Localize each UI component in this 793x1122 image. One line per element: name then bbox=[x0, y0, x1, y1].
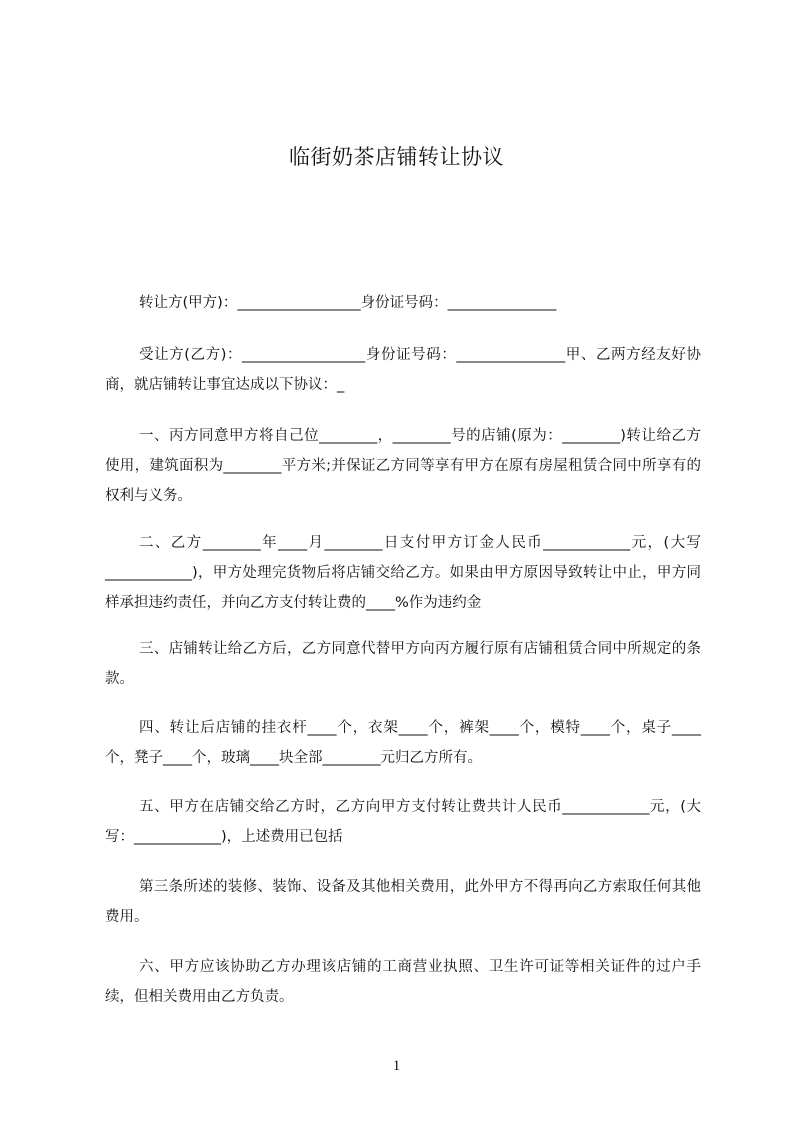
paragraph-clause-4: 四、转让后店铺的挂衣杆____个，衣架____个，裤架____个，模特____个，桌子____个，凳子____个，玻璃____块全部________元归乙方所有。 bbox=[105, 720, 701, 766]
paragraph-clause-5-continued: 第三条所述的装修、装饰、设备及其他相关费用，此外甲方不得再向乙方索取任何其他费用。 bbox=[105, 879, 701, 925]
paragraph-transferor: 转让方(甲方)：_________________身份证号码：_______________ bbox=[139, 295, 557, 311]
page-number: 1 bbox=[392, 1058, 401, 1074]
paragraph-clause-2: 二、乙方________年____月________日支付甲方订金人民币____________元，(大写____________)，甲方处理完货物后将店铺交给乙方。如果由甲方原因导致转让中止，甲方同样承担违约责任，并向乙方支付转让费的____%作为违约金 bbox=[105, 535, 701, 611]
paragraph-clause-3: 三、店铺转让给乙方后，乙方同意代替甲方向丙方履行原有店铺租赁合同中所规定的条款。 bbox=[105, 641, 701, 687]
paragraph-transferee: 受让方(乙方)：_________________身份证号码：_______________甲、乙两方经友好协商，就店铺转让事宜达成以下协议：_ bbox=[105, 347, 701, 393]
paragraph-clause-6: 六、甲方应该协助乙方办理该店铺的工商营业执照、卫生许可证等相关证件的过户手续，但相关费用由乙方负责。 bbox=[105, 959, 701, 1005]
paragraph-clause-1: 一、丙方同意甲方将自己位________，________号的店铺(原为：________)转让给乙方使用，建筑面积为________平方米;并保证乙方同等享有甲方在原有房屋租赁合同中所享有的权利与义务。 bbox=[105, 428, 701, 504]
document-title: 临街奶茶店铺转让协议 bbox=[289, 145, 504, 169]
paragraph-clause-5: 五、甲方在店铺交给乙方时，乙方向甲方支付转让费共计人民币____________元，(大写：____________)，上述费用已包括 bbox=[105, 799, 701, 845]
